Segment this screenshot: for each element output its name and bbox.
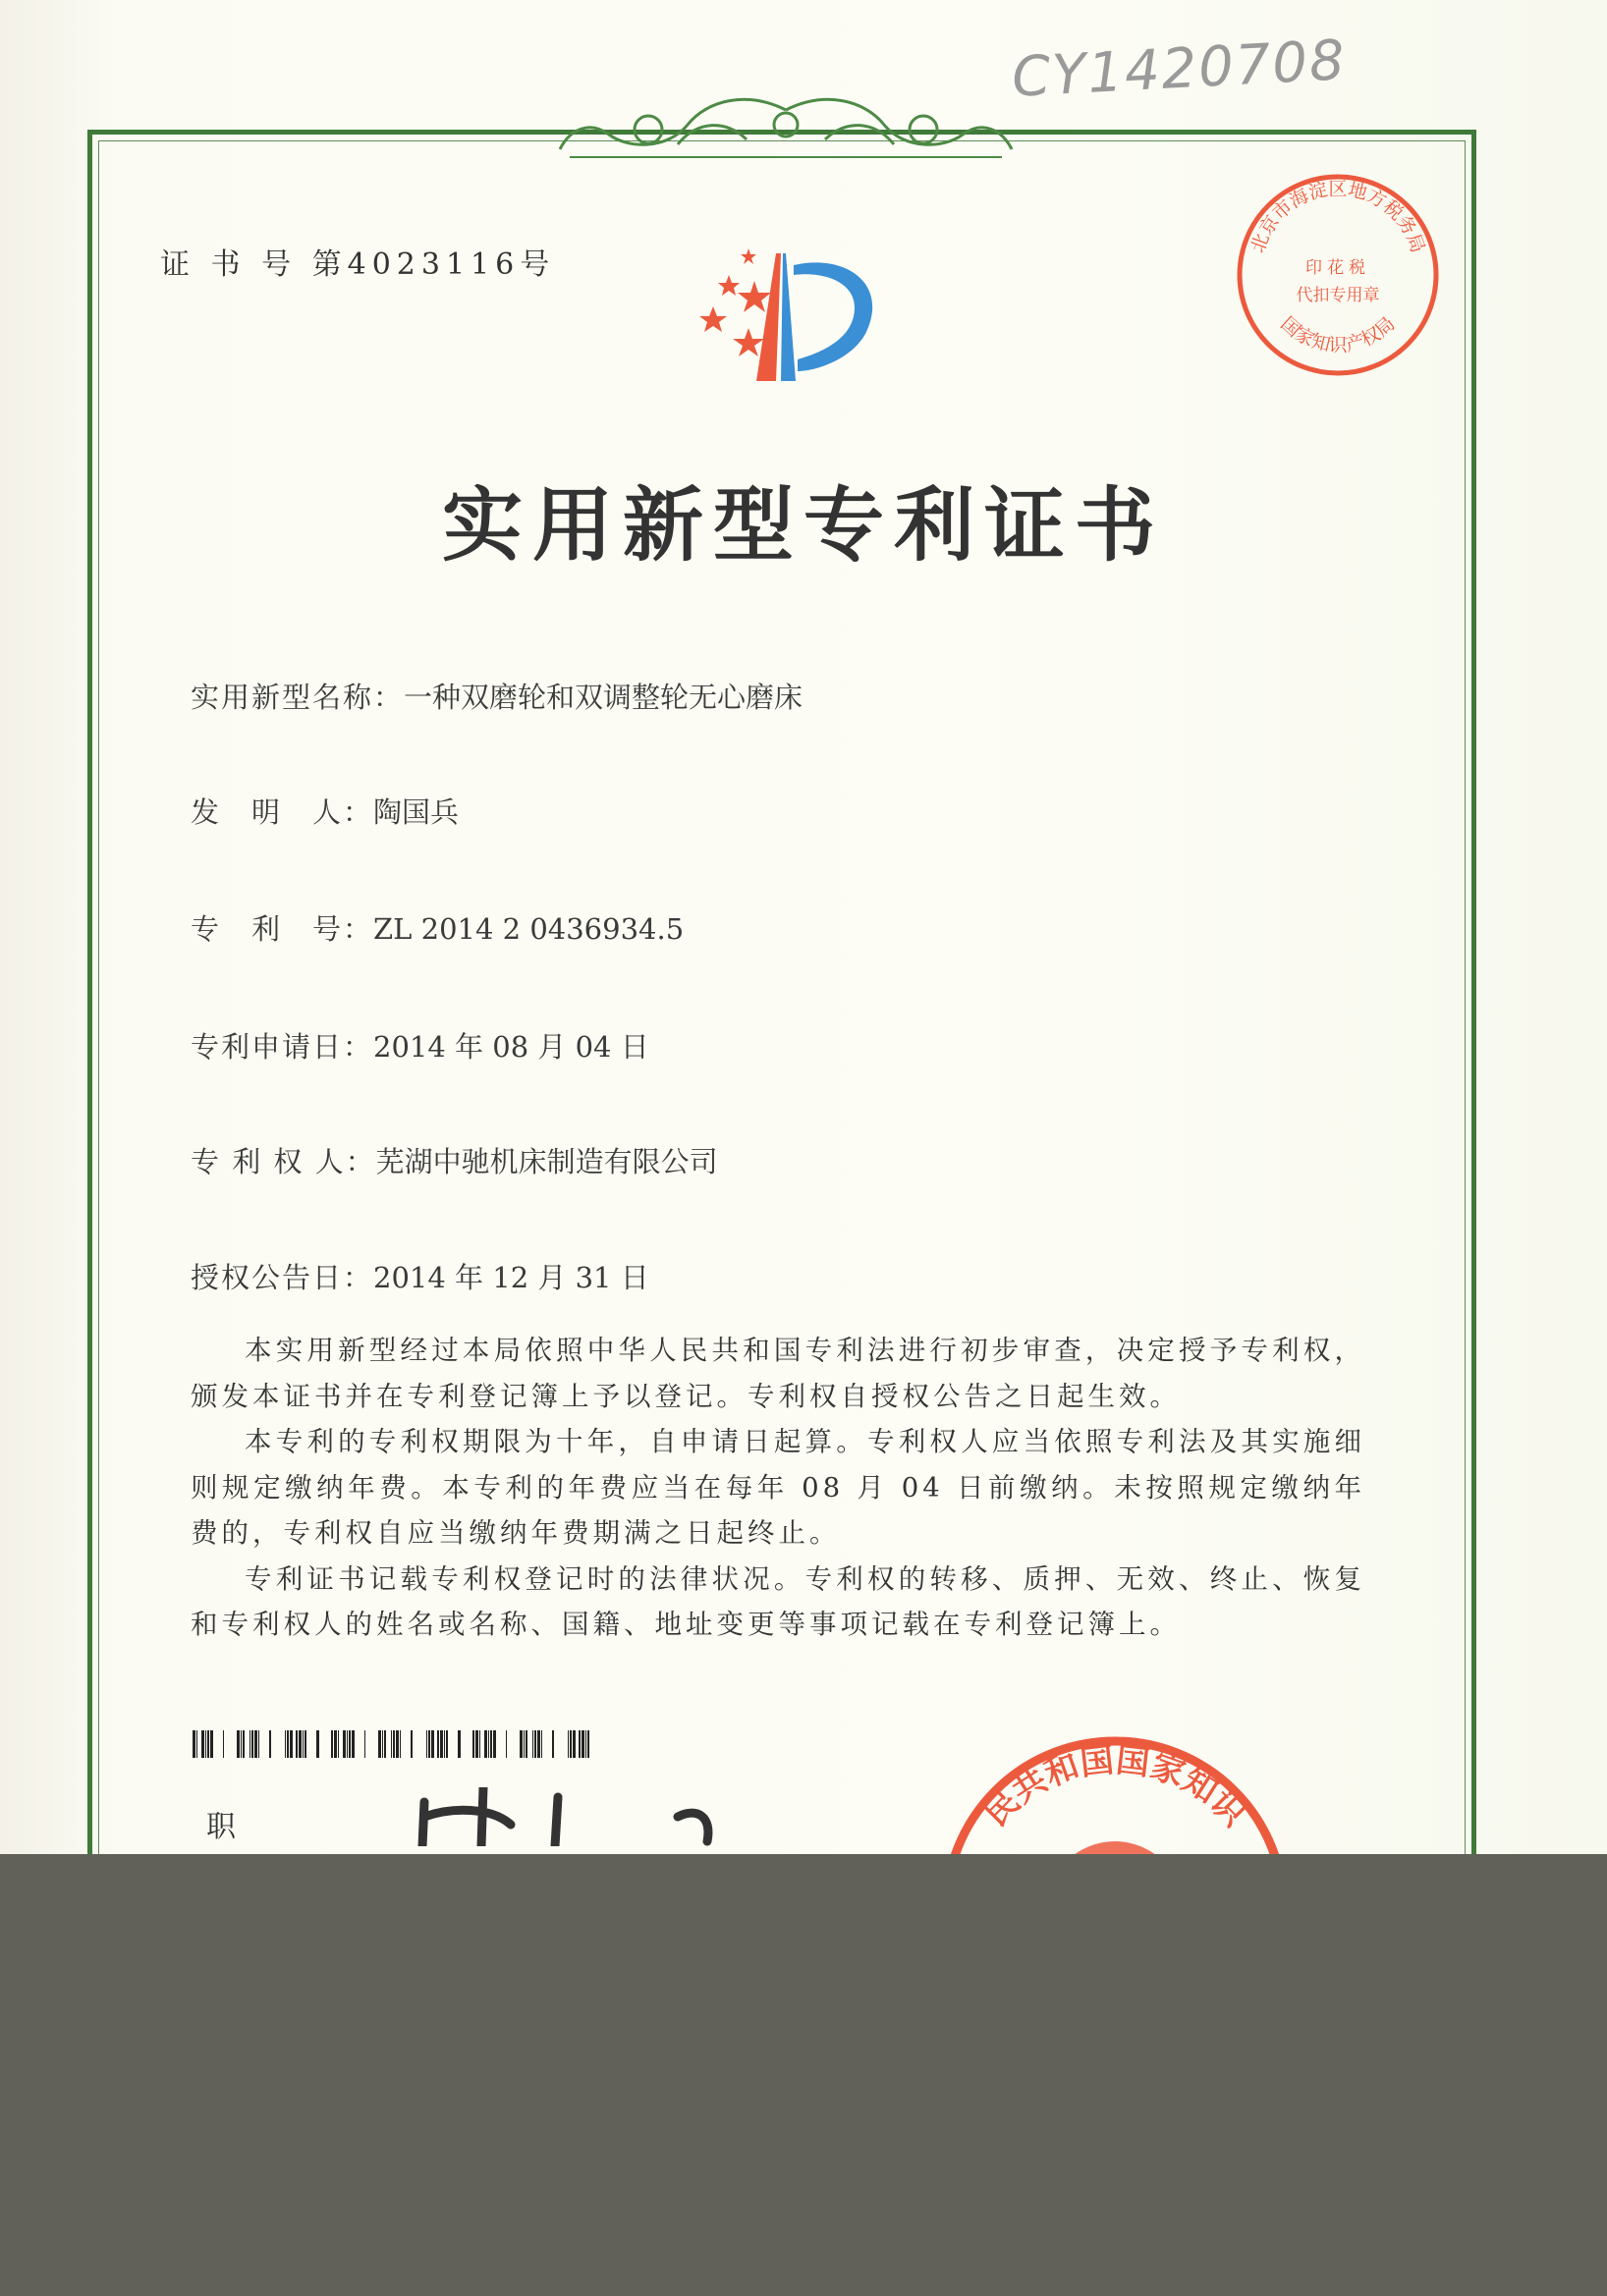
- barcode-bar: [237, 1730, 240, 1758]
- barcode: [193, 1730, 599, 1758]
- field-value: ZL 2014 2 0436934.5: [373, 912, 685, 946]
- barcode-bar: [378, 1730, 381, 1758]
- barcode-bar: [570, 1730, 572, 1758]
- barcode-bar: [440, 1730, 443, 1758]
- field-value: 陶国兵: [373, 795, 460, 829]
- field-label: 专利申请日：: [191, 1030, 374, 1064]
- barcode-bar: [506, 1730, 507, 1758]
- barcode-bar: [285, 1730, 286, 1758]
- field-utility-model-name: [191, 676, 803, 716]
- barcode-bar: [426, 1730, 427, 1758]
- barcode-bar: [251, 1730, 253, 1758]
- barcode-bar: [520, 1730, 523, 1758]
- barcode-bar: [475, 1730, 478, 1758]
- field-label: 专 利 号：: [191, 912, 374, 946]
- barcode-bar: [193, 1730, 195, 1758]
- tax-stamp: [1234, 171, 1442, 379]
- barcode-bar: [534, 1730, 536, 1758]
- field-value: 芜湖中驰机床制造有限公司: [375, 1145, 718, 1178]
- field-patentee: [191, 1140, 718, 1180]
- barcode-bar: [316, 1730, 319, 1758]
- seal-text: 民共和国国家知识: [975, 1740, 1254, 1834]
- field-label: 授权公告日：: [191, 1261, 374, 1294]
- barcode-bar: [582, 1730, 584, 1758]
- barcode-bar: [444, 1730, 445, 1758]
- barcode-bar: [396, 1730, 399, 1758]
- field-inventor: [191, 791, 459, 831]
- barcode-bar: [585, 1730, 586, 1758]
- svg-text:民共和国国家知识: [976, 1741, 1254, 1835]
- barcode-bar: [484, 1730, 487, 1758]
- barcode-bar: [305, 1730, 306, 1758]
- barcode-bar: [384, 1730, 386, 1758]
- barcode-bar: [411, 1730, 413, 1758]
- barcode-bar: [532, 1730, 533, 1758]
- barcode-bar: [537, 1730, 540, 1758]
- field-patent-number: [191, 907, 684, 948]
- paragraph: 本实用新型经过本局依照中华人民共和国专利法进行初步审查，决定授予专利权，颁发本证书并在专利登记簿上予以登记。专利权自授权公告之日起生效。: [191, 1335, 1365, 1412]
- barcode-bar: [338, 1730, 339, 1758]
- handwritten-note: CY1420708: [1010, 28, 1349, 110]
- barcode-bar: [299, 1730, 302, 1758]
- barcode-bar: [526, 1730, 527, 1758]
- svg-text:职: 职: [206, 1810, 236, 1844]
- field-value: 2014 年 12 月 31 日: [373, 1261, 649, 1294]
- barcode-bar: [334, 1730, 337, 1758]
- barcode-bar: [541, 1730, 542, 1758]
- barcode-bar: [587, 1730, 589, 1758]
- barcode-bar: [446, 1730, 448, 1758]
- barcode-bar: [223, 1730, 224, 1758]
- barcode-bar: [201, 1730, 204, 1758]
- barcode-bar: [472, 1730, 474, 1758]
- certificate-body: [191, 1328, 1365, 1648]
- barcode-bar: [254, 1730, 257, 1758]
- signature: [196, 1787, 747, 1846]
- barcode-bar: [382, 1730, 383, 1758]
- barcode-bar: [437, 1730, 439, 1758]
- barcode-bar: [400, 1730, 401, 1758]
- barcode-bar: [479, 1730, 480, 1758]
- barcode-bar: [488, 1730, 489, 1758]
- barcode-bar: [343, 1730, 346, 1758]
- barcode-bar: [493, 1730, 496, 1758]
- certificate-title: 实用新型专利证书: [441, 478, 1165, 573]
- barcode-bar: [428, 1730, 430, 1758]
- field-value: 2014 年 08 月 04 日: [373, 1030, 649, 1064]
- field-label: 实用新型名称：: [191, 681, 405, 714]
- svg-text:北京市海淀区地方税务局: [1247, 178, 1428, 255]
- barcode-bar: [296, 1730, 298, 1758]
- field-label: 发 明 人：: [191, 795, 374, 829]
- barcode-bar: [391, 1730, 392, 1758]
- barcode-bar: [287, 1730, 289, 1758]
- barcode-bar: [524, 1730, 525, 1758]
- barcode-bar: [431, 1730, 434, 1758]
- barcode-bar: [269, 1730, 271, 1758]
- field-grant-date: [191, 1256, 649, 1296]
- paragraph: 专利证书记载专利权登记时的法律状况。专利权的转移、质押、无效、终止、恢复和专利权人的姓名或名称、国籍、地址变更等事项记载在专利登记簿上。: [191, 1562, 1365, 1640]
- svg-text:国家知识产权局: [1276, 313, 1399, 356]
- barcode-bar: [331, 1730, 333, 1758]
- stamp-outer-text: 北京市海淀区地方税务局: [1247, 178, 1429, 256]
- barcode-bar: [241, 1730, 242, 1758]
- patent-office-logo: [658, 244, 914, 430]
- barcode-bar: [573, 1730, 576, 1758]
- ornament-decoration: [550, 90, 1022, 169]
- barcode-bar: [458, 1730, 461, 1758]
- barcode-bar: [205, 1730, 206, 1758]
- barcode-bar: [249, 1730, 250, 1758]
- barcode-bar: [393, 1730, 395, 1758]
- barcode-bar: [568, 1730, 569, 1758]
- barcode-bar: [210, 1730, 213, 1758]
- barcode-bar: [207, 1730, 209, 1758]
- paragraph: 本专利的专利权期限为十年，自申请日起算。专利权人应当依照专利法及其实施细则规定缴纳年费。本专利的年费应当在每年 08 月 04 日前缴纳。未按照规定缴纳年费的，专利权自应当缴纳年费期满之日起终止。: [191, 1426, 1365, 1549]
- stamp-center-line2: 代扣专用章: [1296, 286, 1380, 305]
- field-application-date: [191, 1025, 649, 1066]
- barcode-bar: [303, 1730, 304, 1758]
- barcode-bar: [347, 1730, 348, 1758]
- barcode-bar: [258, 1730, 259, 1758]
- barcode-bar: [579, 1730, 581, 1758]
- barcode-bar: [290, 1730, 293, 1758]
- barcode-bar: [196, 1730, 197, 1758]
- redaction-block: [0, 1854, 1607, 2296]
- barcode-bar: [490, 1730, 492, 1758]
- barcode-bar: [552, 1730, 554, 1758]
- stamp-center-line1: 印花税: [1305, 258, 1370, 278]
- field-value: 一种双磨轮和双调整轮无心磨床: [404, 681, 804, 714]
- field-label: 专 利 权 人：: [191, 1145, 376, 1178]
- barcode-bar: [352, 1730, 355, 1758]
- barcode-bar: [364, 1730, 365, 1758]
- barcode-bar: [349, 1730, 351, 1758]
- barcode-bar: [243, 1730, 245, 1758]
- certificate-number: 证 书 号 第4023116号: [160, 247, 556, 282]
- stamp-bottom-text: 国家知识产权局: [1276, 312, 1400, 356]
